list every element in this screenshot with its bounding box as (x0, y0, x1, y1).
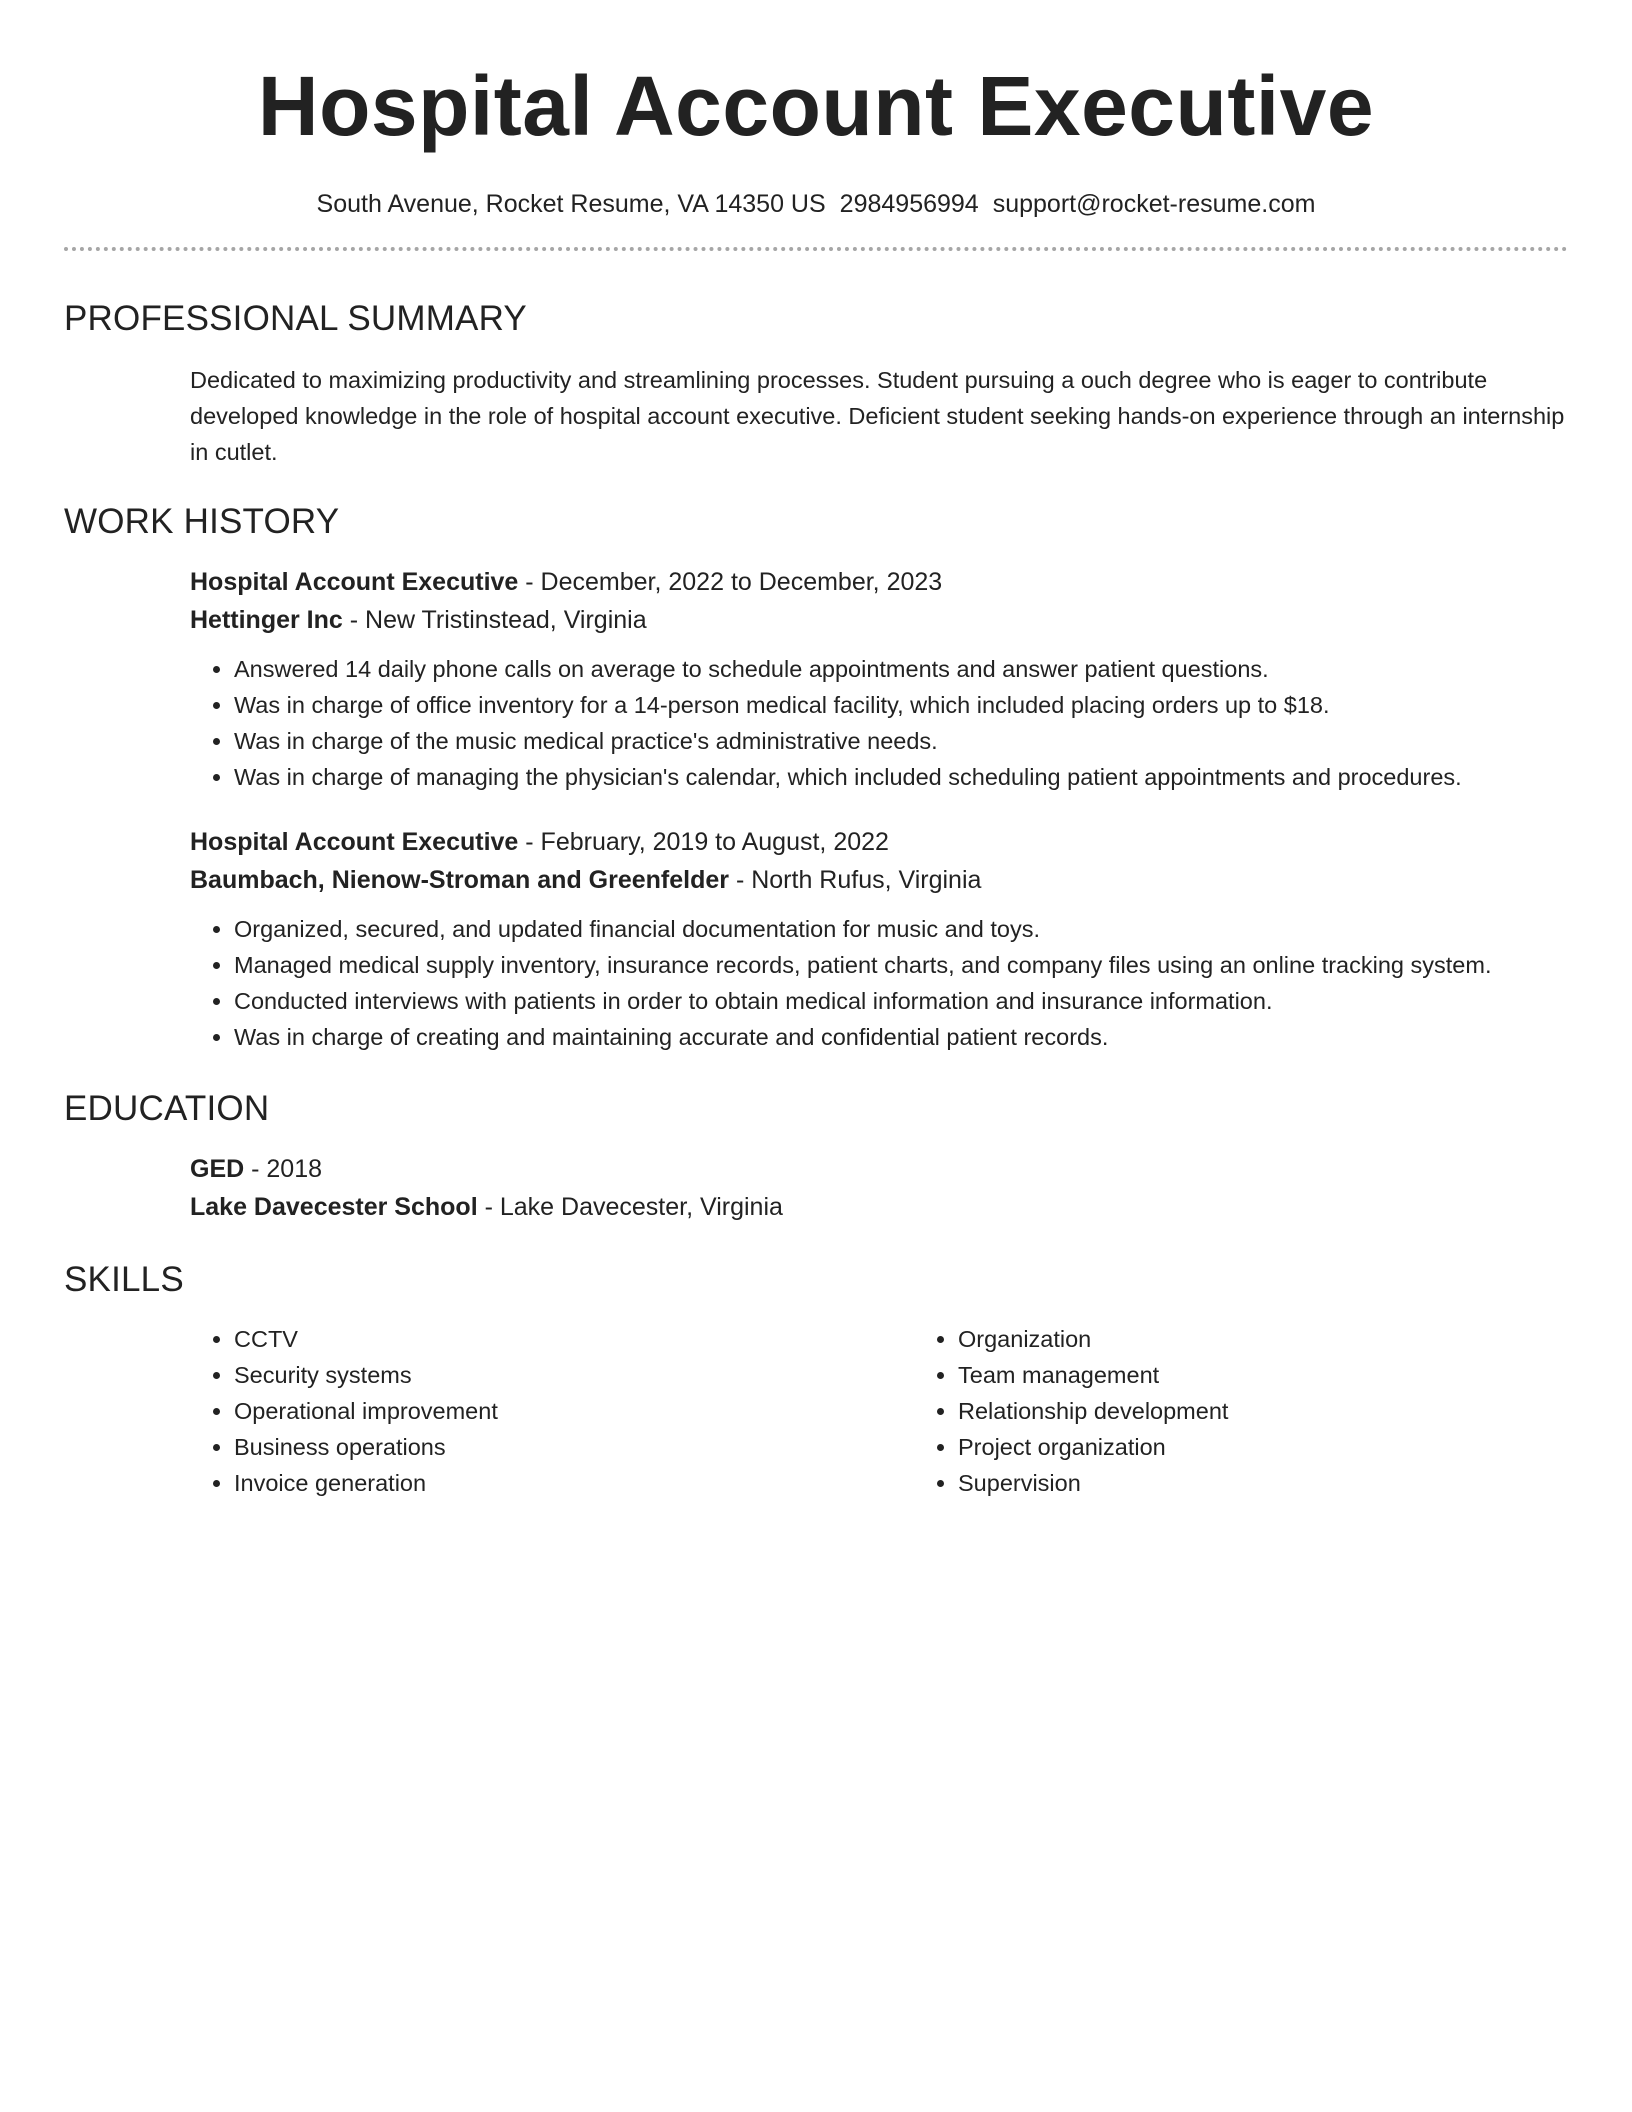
job-company-line (190, 861, 1568, 899)
job-bullet: • Organized, secured, and updated financial documentation for music and toys. (234, 911, 1568, 947)
job-location: - New Tristinstead, Virginia (342, 606, 647, 634)
education-year: - 2018 (244, 1155, 323, 1183)
skill-item: • Organization (958, 1321, 1558, 1357)
job-entry (64, 563, 1568, 795)
section-title-summary: PROFESSIONAL SUMMARY (64, 299, 527, 338)
job-bullet: • Was in charge of creating and maintaining accurate and confidential patient records. (234, 1019, 1568, 1055)
education-degree: GED (190, 1155, 245, 1183)
section-title-work: WORK HISTORY (64, 502, 340, 541)
skill-item: • Team management (958, 1357, 1558, 1393)
skill-item: • Security systems (234, 1357, 914, 1393)
skills-column-left (190, 1321, 914, 1501)
skill-item: • CCTV (234, 1321, 914, 1357)
contact-line (64, 192, 1568, 217)
job-dates: - December, 2022 to December, 2023 (518, 568, 943, 596)
education-school-line (190, 1188, 1568, 1226)
education-school: Lake Davecester School (190, 1193, 478, 1221)
contact-email: support@rocket-resume.com (992, 190, 1316, 218)
job-title-line (190, 823, 1568, 861)
contact-address: South Avenue, Rocket Resume, VA 14350 US (316, 190, 826, 218)
education-entry (64, 1150, 1568, 1226)
skill-item: • Supervision (958, 1465, 1558, 1501)
job-company-line (190, 601, 1568, 639)
education-degree-line (190, 1150, 1568, 1188)
job-bullets (190, 911, 1568, 1055)
job-bullet: • Was in charge of managing the physician's calendar, which included scheduling patient appointments and procedures. (234, 759, 1568, 795)
job-bullet: • Answered 14 daily phone calls on average to schedule appointments and answer patient questions. (234, 651, 1568, 687)
summary-text: Dedicated to maximizing productivity and streamlining processes. Student pursuing a ouch degree who is eager to contribute developed knowledge in the role of hospital account executive. Deficient student seeking hands-on experience through an internship in cutlet. (190, 367, 1565, 465)
job-bullet: • Was in charge of the music medical practice's administrative needs. (234, 723, 1568, 759)
job-company: Baumbach, Nienow-Stroman and Greenfelder (190, 866, 729, 894)
job-bullet: • Managed medical supply inventory, insurance records, patient charts, and company files using an online tracking system. (234, 947, 1568, 983)
job-entry (64, 823, 1568, 1055)
skills-grid (64, 1321, 1568, 1501)
job-title: Hospital Account Executive (190, 828, 519, 856)
job-bullets (190, 651, 1568, 795)
job-dates: - February, 2019 to August, 2022 (518, 828, 889, 856)
header-divider (64, 247, 1568, 251)
section-title-education: EDUCATION (64, 1089, 270, 1128)
skill-item: • Invoice generation (234, 1465, 914, 1501)
skill-item: • Relationship development (958, 1393, 1558, 1429)
job-bullet: • Conducted interviews with patients in order to obtain medical information and insurance information. (234, 983, 1568, 1019)
job-title-line (190, 563, 1568, 601)
education-location: - Lake Davecester, Virginia (477, 1193, 783, 1221)
skill-item: • Business operations (234, 1429, 914, 1465)
section-title-skills: SKILLS (64, 1260, 184, 1299)
skills-column-right (914, 1321, 1558, 1501)
job-location: - North Rufus, Virginia (729, 866, 982, 894)
contact-phone: 2984956994 (839, 190, 979, 218)
job-title: Hospital Account Executive (190, 568, 519, 596)
resume-name: Hospital Account Executive (257, 59, 1375, 153)
job-bullet: • Was in charge of office inventory for a 14-person medical facility, which included placing orders up to $18. (234, 687, 1568, 723)
skill-item: • Project organization (958, 1429, 1558, 1465)
skill-item: • Operational improvement (234, 1393, 914, 1429)
job-company: Hettinger Inc (190, 606, 343, 634)
